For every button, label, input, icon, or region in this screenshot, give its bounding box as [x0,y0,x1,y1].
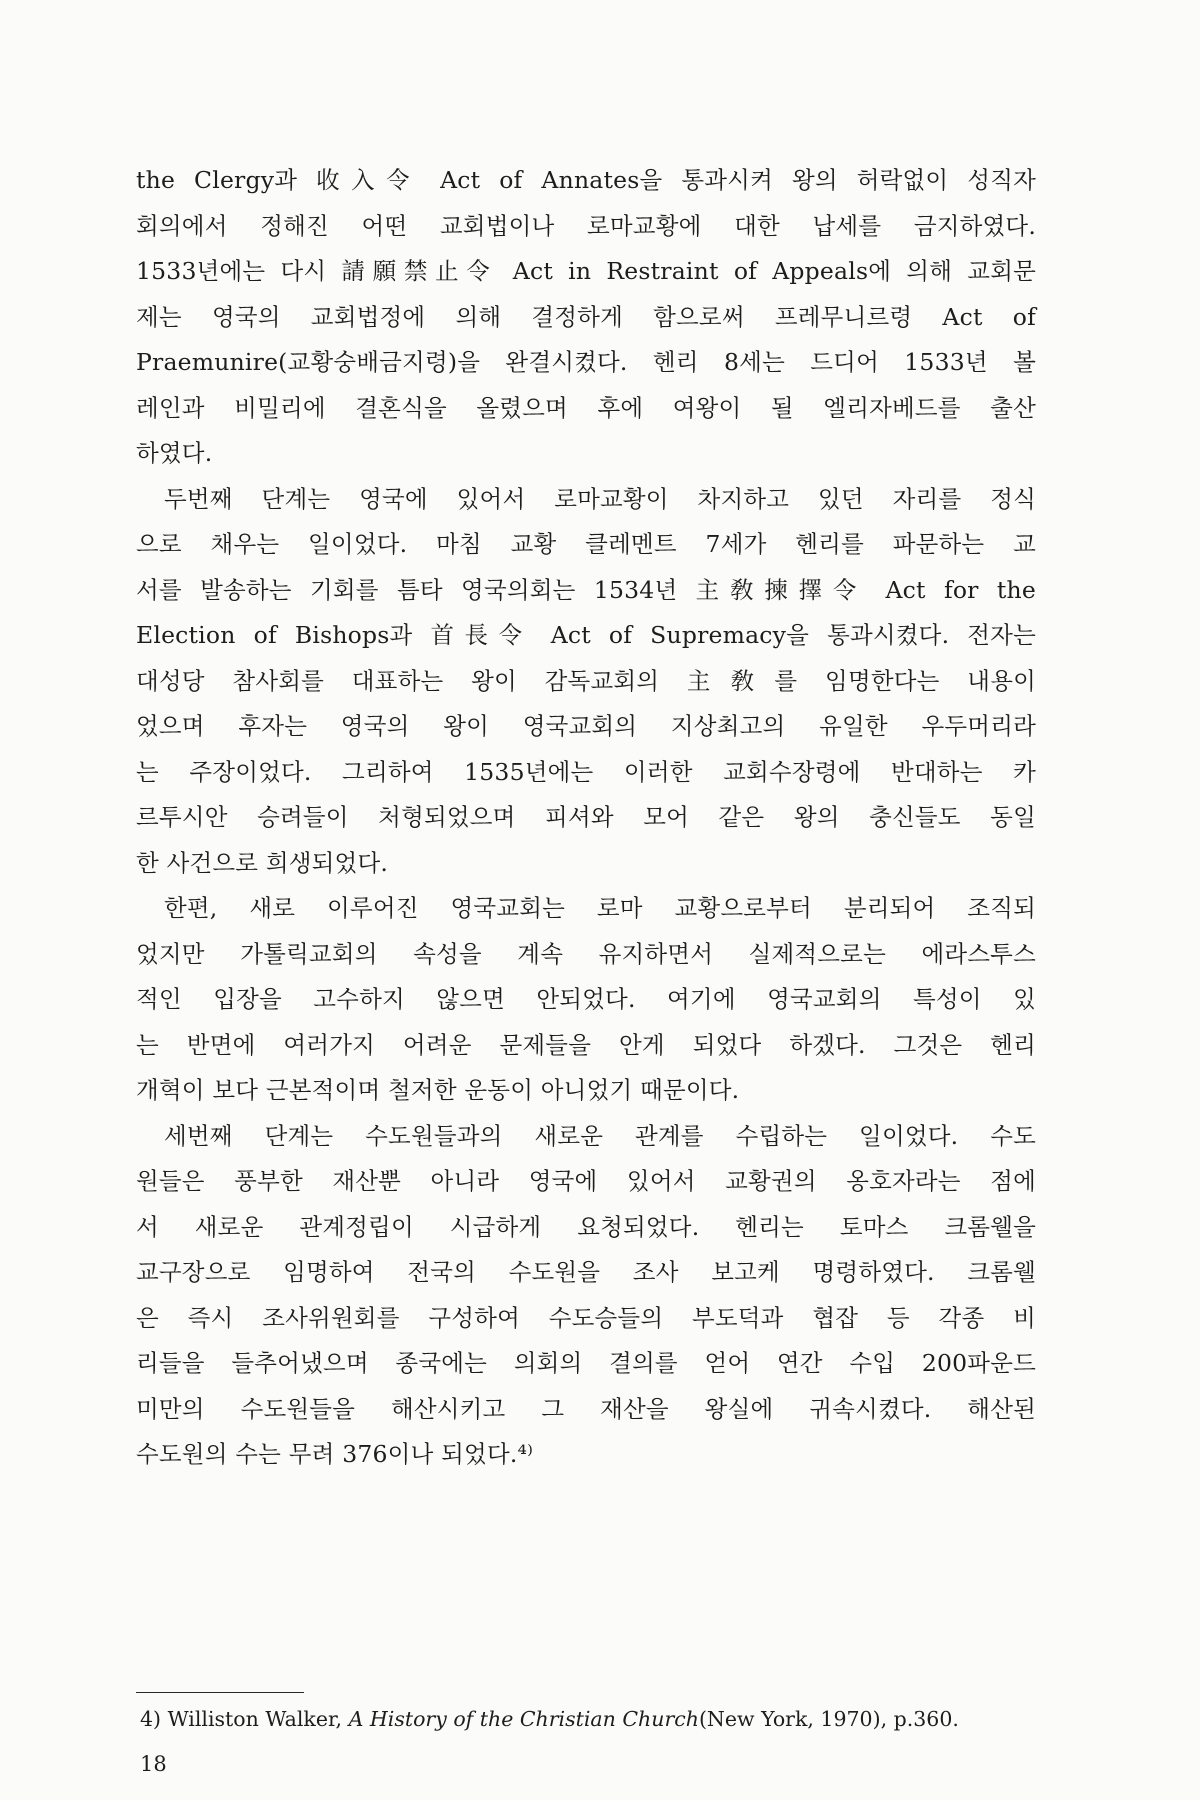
text-line: 제는 영국의 교회법정에 의해 결정하게 함으로써 프레무니르령 Act of [136,302,1036,331]
footnote-book-title: A History of the Christian Church [348,1707,699,1731]
text-line: 하였다. [136,439,213,467]
text-line: 두번째 단계는 영국에 있어서 로마교황이 차지하고 있던 자리를 정식 [164,484,1036,513]
text-line: 개혁이 보다 근본적이며 철저한 운동이 아니었기 때문이다. [136,1076,740,1104]
page-number: 18 [140,1752,167,1776]
text-line: 한 사건으로 희생되었다. [136,848,389,877]
text-line: 한편, 새로 이루어진 영국교회는 로마 교황으로부터 분리되어 조직되 [164,894,1036,922]
body-text [136,158,1036,1478]
text-line: 으로 채우는 일이었다. 마침 교황 클레멘트 7세가 헨리를 파문하는 교 [136,530,1036,558]
footnote-marker: 4) [140,1707,162,1731]
text-line: 는 주장이었다. 그리하여 1535년에는 이러한 교회수장령에 반대하는 카 [136,757,1036,786]
text-line: 미만의 수도원들을 해산시키고 그 재산을 왕실에 귀속시켰다. 해산된 [136,1394,1036,1423]
text-line: the Clergy과 收入令 Act of Annates을 통과시켜 왕의 허락없이 성직자 [136,166,1036,194]
text-line: 세번째 단계는 수도원들과의 새로운 관계를 수립하는 일이었다. 수도 [164,1121,1036,1150]
text-line: 1533년에는 다시 請願禁止令 Act in Restraint of Appeals에 의해 교회문 [136,257,1036,285]
text-line: 었지만 가톨릭교회의 속성을 계속 유지하면서 실제적으로는 에라스투스 [136,939,1036,968]
text-line: Praemunire(교황숭배금지령)을 완결시켰다. 헨리 8세는 드디어 1533년 볼 [136,348,1036,376]
text-line: 리들을 들추어냈으며 종국에는 의회의 결의를 얻어 연간 수입 200파운드 [136,1349,1036,1377]
text-line: 은 즉시 조사위원회를 구성하여 수도승들의 부도덕과 협잡 등 각종 비 [136,1303,1036,1332]
footnote [140,1704,1040,1734]
text-line: Election of Bishops과 首長令 Act of Supremacy을 통과시켰다. 전자는 [136,621,1036,649]
footnote-author: Williston Walker, [167,1707,343,1731]
text-line: 르투시안 승려들이 처형되었으며 피셔와 모어 같은 왕의 충신들도 동일 [136,803,1036,831]
text-line: 대성당 참사회를 대표하는 왕이 감독교회의 主敎를 임명한다는 내용이 [136,666,1036,695]
text-line: 교구장으로 임명하여 전국의 수도원을 조사 보고케 명령하였다. 크롬웰 [136,1258,1036,1286]
text-line: 었으며 후자는 영국의 왕이 영국교회의 지상최고의 유일한 우두머리라 [136,712,1036,740]
footnote-divider [136,1692,304,1693]
text-line: 서 새로운 관계정립이 시급하게 요청되었다. 헨리는 토마스 크롬웰을 [136,1212,1036,1241]
text-line: 레인과 비밀리에 결혼식을 올렸으며 후에 여왕이 될 엘리자베드를 출산 [136,393,1036,422]
text-line: 는 반면에 여러가지 어려운 문제들을 안게 되었다 하겠다. 그것은 헨리 [136,1030,1036,1059]
text-line: 수도원의 수는 무려 376이나 되었다.⁴⁾ [136,1440,534,1468]
text-line: 원들은 풍부한 재산뿐 아니라 영국에 있어서 교황권의 옹호자라는 점에 [136,1167,1036,1195]
text-line: 회의에서 정해진 어떤 교회법이나 로마교황에 대한 납세를 금지하였다. [136,211,1036,240]
text-line: 적인 입장을 고수하지 않으면 안되었다. 여기에 영국교회의 특성이 있 [136,985,1036,1013]
footnote-details: (New York, 1970), p.360. [698,1707,959,1731]
text-line: 서를 발송하는 기회를 틈타 영국의회는 1534년 主敎揀擇令 Act for the [136,575,1036,604]
